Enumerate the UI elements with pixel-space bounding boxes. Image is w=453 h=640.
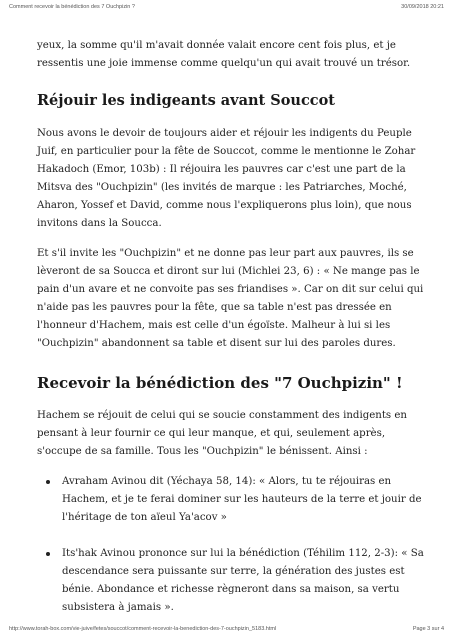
bullet-icon (46, 552, 50, 556)
section-heading-indigents: Réjouir les indigeants avant Souccot (37, 92, 336, 109)
list-item-text: Its'hak Avinou prononce sur lui la bénédiction (Téhilim 112, 2-3): « Sa descendance sera puissante sur terre, la génération des justes est bénie. Abondance et richesse règneront dans sa maison, sa vertu subsistera à jamais ». (62, 548, 424, 613)
section-heading-benediction: Recevoir la bénédiction des "7 Ouchpizin" ! (37, 374, 403, 392)
list-item (37, 545, 425, 617)
footer-page-number: Page 3 sur 4 (412, 626, 444, 632)
print-header (9, 4, 444, 10)
paragraph-ouchpizin-invite: Et s'il invite les "Ouchpizin" et ne donne pas leur part aux pauvres, ils se lèveront de sa Soucca et diront sur lui (Michlei 23, 6) : « Ne mange pas le pain d'un avare et ne convoite pas ses friandises ». Car on dit sur celui qui n'aide pas les pauvres pour la fête, que sa table n'est pas dressée en l'honneur d'Hachem, mais est celle d'un égoïste. Malheur à lui si les "Ouchpizin" abandonnent sa table et disent sur lui des paroles dures. (37, 248, 424, 349)
bullet-icon (46, 480, 50, 484)
blessings-list (37, 473, 425, 617)
print-footer (9, 626, 444, 632)
list-item-text: Avraham Avinou dit (Yéchaya 58, 14): « Alors, tu te réjouiras en Hachem, et je te ferai dominer sur les hauteurs de la terre et jouir de l'héritage de ton aïeul Ya'acov » (62, 476, 422, 523)
paragraph-hachem: Hachem se réjouit de celui qui se soucie constamment des indigents en pensant à leur fournir ce qui leur manque, et qui, seulement après, s'occupe de sa famille. Tous les "Ouchpizin" le bénissent. Ainsi : (37, 410, 407, 457)
header-document-title: Comment recevoir la bénédiction des 7 Ouchpizin ? (9, 4, 135, 10)
paragraph-zohar: Nous avons le devoir de toujours aider et réjouir les indigents du Peuple Juif, en particulier pour la fête de Souccot, comme le mentionne le Zohar Hakadoch (Emor, 103b) : Il réjouira les pauvres car c'est une part de la Mitsva des "Ouchpizin" (les invités de marque : les Patriarches, Moché, Aharon, Yossef et David, comme nous l'expliquerons plus loin), que nous invitons dans la Soucca. (37, 128, 416, 229)
list-item (37, 473, 425, 527)
article-content (37, 37, 425, 635)
header-datetime: 30/09/2018 20:21 (401, 4, 444, 10)
footer-url-link[interactable]: http://www.torah-box.com/vie-juive/fetes/souccot/comment-recevoir-la-benediction-des-7-ouchpizin_5183.html (9, 626, 277, 632)
intro-paragraph: yeux, la somme qu'il m'avait donnée valait encore cent fois plus, et je ressentis une joie immense comme quelqu'un qui avait trouvé un trésor. (37, 40, 411, 69)
